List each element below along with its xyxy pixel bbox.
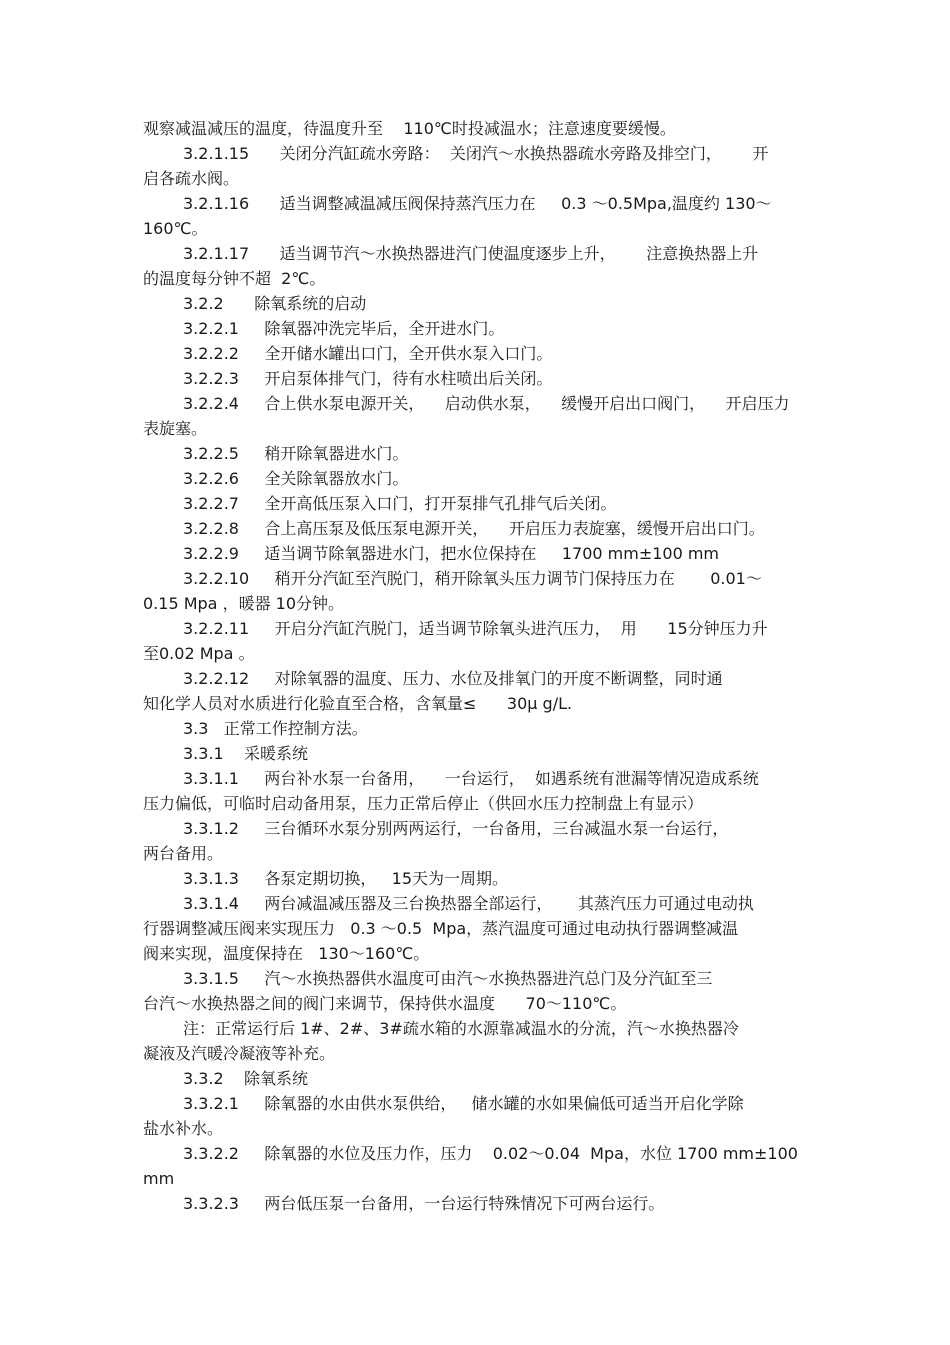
text-line: 压力偏低，可临时启动备用泵，压力正常后停止（供回水压力控制盘上有显示） xyxy=(143,794,704,813)
text-line: 160℃。 xyxy=(143,219,208,238)
text-line: 两台备用。 xyxy=(143,844,224,863)
text-line: 启各疏水阀。 xyxy=(143,169,240,188)
text-line: 3.3.2.3 两台低压泵一台备用，一台运行特殊情况下可两台运行。 xyxy=(183,1194,665,1213)
text-line: 3.3.1 采暖系统 xyxy=(183,744,309,763)
text-line: 3.2.2.7 全开高低压泵入口门，打开泵排气孔排气后关闭。 xyxy=(183,494,617,513)
text-line: 台汽～水换热器之间的阀门来调节，保持供水温度 70～110℃。 xyxy=(143,994,627,1013)
text-line: 3.2.2.6 全关除氧器放水门。 xyxy=(183,469,409,488)
text-line: 3.3.2.2 除氧器的水位及压力作，压力 0.02～0.04 Mpa，水位 1700 mm±100 xyxy=(183,1144,798,1163)
text-line: 3.2.2.11 开启分汽缸汽脱门，适当调节除氧头进汽压力， 用 15分钟压力升 xyxy=(183,619,768,638)
text-line: 3.3.1.3 各泵定期切换， 15天为一周期。 xyxy=(183,869,509,888)
text-line: 3.2.2.3 开启泵体排气门，待有水柱喷出后关闭。 xyxy=(183,369,553,388)
text-line: 3.2.2 除氧系统的启动 xyxy=(183,294,367,313)
text-line: 3.2.2.4 合上供水泵电源开关， 启动供水泵， 缓慢开启出口阀门， 开启压力 xyxy=(183,394,790,413)
text-line: 3.3.2 除氧系统 xyxy=(183,1069,309,1088)
text-line: 3.2.2.2 全开储水罐出口门，全开供水泵入口门。 xyxy=(183,344,553,363)
text-line: 3.2.1.16 适当调整减温减压阀保持蒸汽压力在 0.3 ～0.5Mpa,温度约 130～ xyxy=(183,194,772,213)
text-line: 3.3.1.4 两台减温减压器及三台换热器全部运行， 其蒸汽压力可通过电动执 xyxy=(183,894,754,913)
text-line: 3.2.1.17 适当调节汽～水换热器进汽门使温度逐步上升， 注意换热器上升 xyxy=(183,244,759,263)
text-line: 观察减温减压的温度，待温度升至 110℃时投减温水；注意速度要缓慢。 xyxy=(143,119,676,138)
text-line: 0.15 Mpa ，暖器 10分钟。 xyxy=(143,594,345,613)
text-line: 3.3.1.5 汽～水换热器供水温度可由汽～水换热器进汽总门及分汽缸至三 xyxy=(183,969,713,988)
text-line: 3.3.1.1 两台补水泵一台备用， 一台运行， 如遇系统有泄漏等情况造成系统 xyxy=(183,769,759,788)
text-line: 3.2.2.12 对除氧器的温度、压力、水位及排氧门的开度不断调整，同时通 xyxy=(183,669,723,688)
text-line: 至0.02 Mpa 。 xyxy=(143,644,255,663)
text-line: 3.2.2.9 适当调节除氧器进水门，把水位保持在 1700 mm±100 mm xyxy=(183,544,720,563)
text-line: 阀来实现，温度保持在 130～160℃。 xyxy=(143,944,430,963)
text-line: 3.3.1.2 三台循环水泵分别两两运行，一台备用，三台减温水泵一台运行， xyxy=(183,819,729,838)
text-line: 3.2.2.1 除氧器冲洗完毕后，全开进水门。 xyxy=(183,319,505,338)
text-line: 3.2.2.10 稍开分汽缸至汽脱门，稍开除氧头压力调节门保持压力在 0.01～ xyxy=(183,569,762,588)
text-line: 注：正常运行后 1#、2#、3#疏水箱的水源靠减温水的分流，汽～水换热器冷 xyxy=(183,1019,739,1038)
document-body xyxy=(143,116,808,1216)
text-line: 表旋塞。 xyxy=(143,419,208,438)
text-line: 的温度每分钟不超 2℃。 xyxy=(143,269,326,288)
text-line: 凝液及汽暖冷凝液等补充。 xyxy=(143,1044,336,1063)
text-line: 3.2.2.8 合上高压泵及低压泵电源开关， 开启压力表旋塞，缓慢开启出口门。 xyxy=(183,519,765,538)
text-line: 3.2.1.15 关闭分汽缸疏水旁路： 关闭汽～水换热器疏水旁路及排空门， 开 xyxy=(183,144,769,163)
text-line: 知化学人员对水质进行化验直至合格，含氧量≤ 30μ g/L. xyxy=(143,694,573,713)
text-line: 行器调整减压阀来实现压力 0.3 ～0.5 Mpa，蒸汽温度可通过电动执行器调整减温 xyxy=(143,919,739,938)
text-line: 3.3.2.1 除氧器的水由供水泵供给， 储水罐的水如果偏低可适当开启化学除 xyxy=(183,1094,744,1113)
text-line: 3.3 正常工作控制方法。 xyxy=(183,719,368,738)
text-line: 3.2.2.5 稍开除氧器进水门。 xyxy=(183,444,409,463)
text-line: mm xyxy=(143,1169,175,1188)
text-line: 盐水补水。 xyxy=(143,1119,224,1138)
